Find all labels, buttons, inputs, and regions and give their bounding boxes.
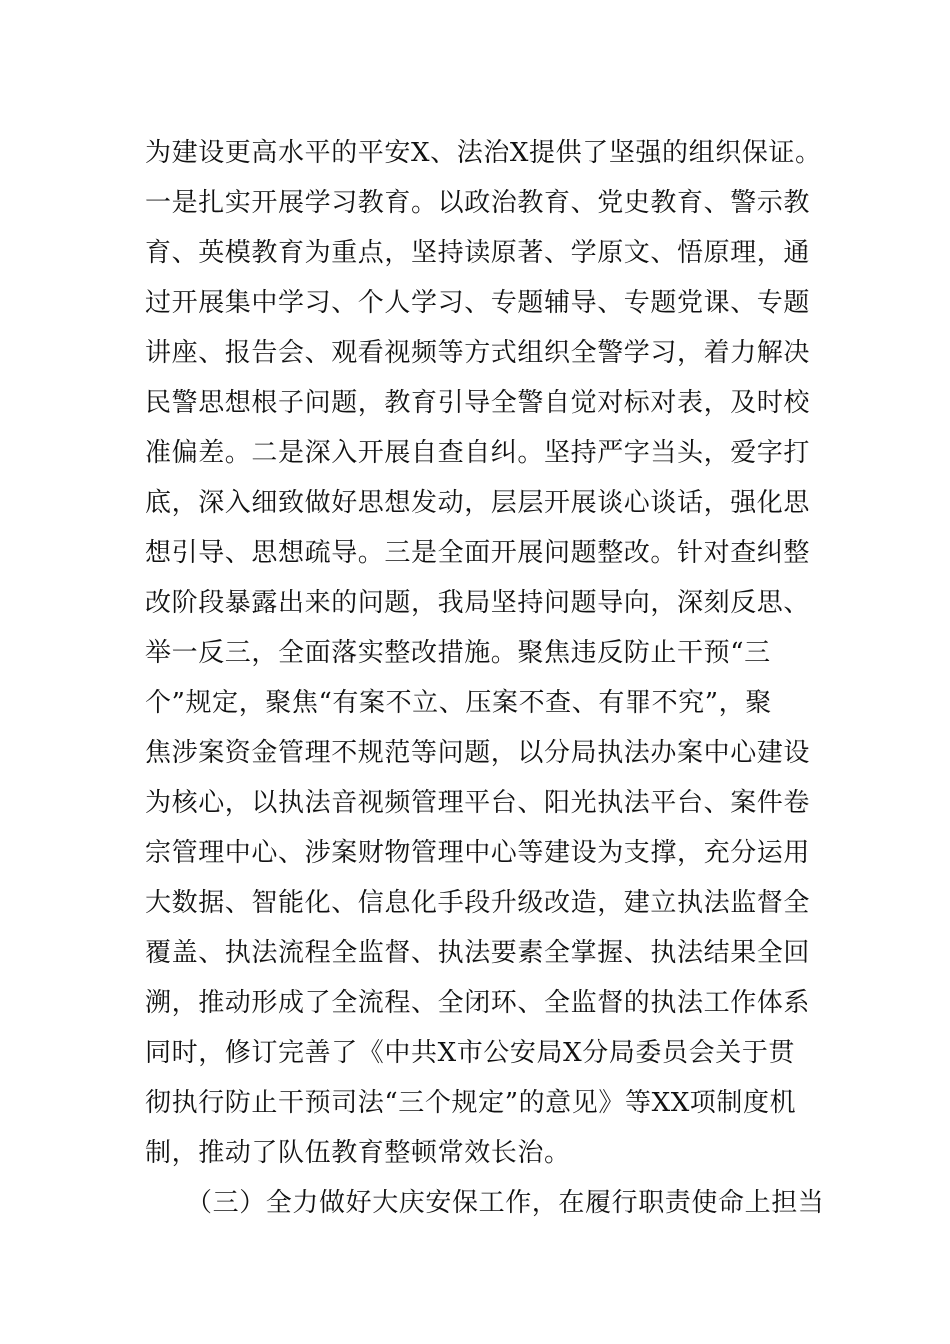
paragraph-line: 准偏差。二是深入开展自查自纠。坚持严字当头，爱字打 (145, 438, 811, 468)
paragraph-line: 为建设更高水平的平安X、法治X提供了坚强的组织保证。 (145, 138, 822, 168)
paragraph-line: 制，推动了队伍教育整顿常效长治。 (145, 1138, 571, 1168)
paragraph-line: 民警思想根子问题，教育引导全警自觉对标对表，及时校 (145, 388, 811, 418)
paragraph-line: 宗管理中心、涉案财物管理中心等建设为支撑，充分运用 (145, 838, 811, 868)
paragraph-line: 同时，修订完善了《中共X市公安局X分局委员会关于贯 (145, 1038, 796, 1068)
paragraph-line: 改阶段暴露出来的问题，我局坚持问题导向，深刻反思、 (145, 588, 811, 618)
paragraph-line: 大数据、智能化、信息化手段升级改造，建立执法监督全 (145, 888, 811, 918)
paragraph-line: 过开展集中学习、个人学习、专题辅导、专题党课、专题 (145, 288, 811, 318)
paragraph-line: 溯，推动形成了全流程、全闭环、全监督的执法工作体系 (145, 988, 811, 1018)
paragraph-line: 彻执行防止干预司法“三个规定”的意见》等XX项制度机 (145, 1088, 797, 1118)
paragraph-line: 为核心，以执法音视频管理平台、阳光执法平台、案件卷 (145, 788, 811, 818)
paragraph-line: 个”规定，聚焦“有案不立、压案不查、有罪不究”，聚 (145, 688, 772, 718)
paragraph-line: 举一反三，全面落实整改措施。聚焦违反防止干预“三 (145, 638, 771, 668)
paragraph-line: 焦涉案资金管理不规范等问题，以分局执法办案中心建设 (145, 738, 811, 768)
paragraph-line: 底，深入细致做好思想发动，层层开展谈心谈话，强化思 (145, 488, 811, 518)
paragraph-line: 育、英模教育为重点，坚持读原著、学原文、悟原理，通 (145, 238, 811, 268)
section-heading-line: （三）全力做好大庆安保工作，在履行职责使命上担当 (186, 1188, 825, 1218)
paragraph-line: 想引导、思想疏导。三是全面开展问题整改。针对查纠整 (145, 538, 811, 568)
paragraph-line: 覆盖、执法流程全监督、执法要素全掌握、执法结果全回 (145, 938, 811, 968)
paragraph-line: 一是扎实开展学习教育。以政治教育、党史教育、警示教 (145, 188, 811, 218)
paragraph-line: 讲座、报告会、观看视频等方式组织全警学习，着力解决 (145, 338, 811, 368)
